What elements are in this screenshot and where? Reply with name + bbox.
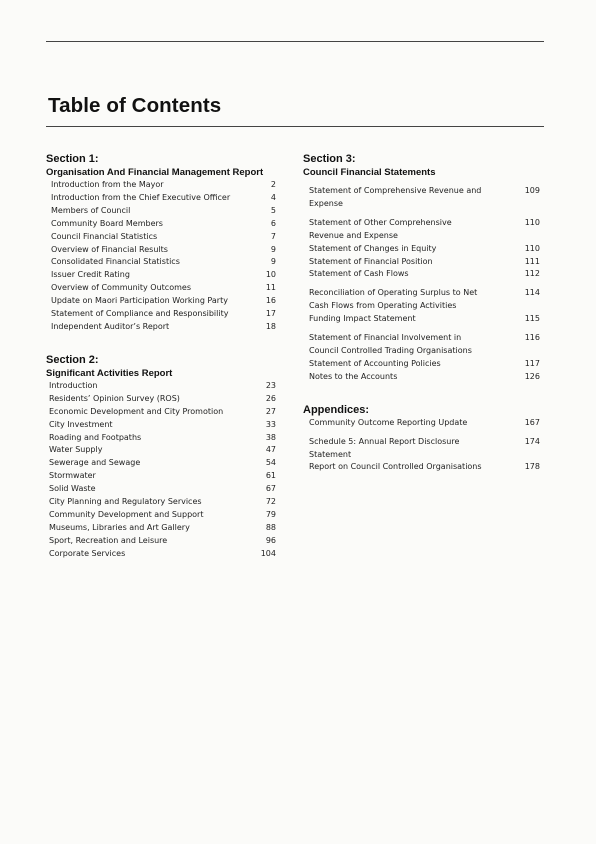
toc-entry[interactable] [46, 179, 276, 192]
section-1-subheading: Organisation And Financial Management Report [46, 167, 264, 178]
appendices-list [303, 417, 540, 475]
toc-entry-page: 116 [524, 333, 540, 343]
toc-entry-title: Reconciliation of Operating Surplus to Net Cash Flows from Operating Activities [309, 288, 478, 311]
toc-entry-title: Corporate Services [49, 548, 126, 558]
toc-entry[interactable] [303, 358, 540, 371]
title-underline [46, 126, 544, 127]
toc-entry[interactable] [303, 461, 540, 474]
toc-entry[interactable] [303, 268, 540, 281]
toc-entry[interactable] [303, 179, 540, 211]
toc-entry-title: Community Development and Support [49, 509, 204, 519]
toc-entry-title: Statement of Financial Involvement in Council Controlled Trading Organisations [309, 333, 472, 355]
section-3-subheading: Council Financial Statements [303, 167, 436, 178]
toc-entry[interactable] [46, 269, 276, 282]
toc-entry-page: 38 [265, 432, 276, 442]
toc-entry-title: Statement of Financial Position [309, 256, 433, 266]
toc-entry[interactable] [303, 371, 540, 384]
toc-entry-page: 72 [265, 497, 276, 507]
section-1-heading: Section 1: [46, 153, 99, 165]
toc-entry-page: 126 [524, 371, 540, 381]
toc-entry-title: Stormwater [49, 471, 96, 481]
left-column [46, 153, 276, 571]
toc-entry[interactable] [46, 218, 276, 231]
toc-entry-title: Funding Impact Statement [309, 314, 416, 324]
toc-entry-title: Statement of Changes in Equity [309, 243, 437, 253]
toc-entry[interactable] [46, 321, 276, 334]
toc-entry[interactable] [46, 419, 276, 432]
toc-entry-page: 112 [524, 269, 540, 279]
toc-entry-title: Sewerage and Sewage [49, 458, 141, 468]
toc-entry[interactable] [46, 192, 276, 205]
toc-entry[interactable] [46, 308, 276, 321]
section-2-list [46, 380, 276, 561]
toc-entry-page: 111 [524, 256, 540, 266]
toc-entry-title: Statement of Comprehensive Revenue and Expense [309, 186, 482, 208]
toc-entry-title: Community Board Members [51, 218, 163, 228]
toc-entry-page: 174 [524, 436, 540, 446]
toc-entry[interactable] [303, 281, 540, 313]
toc-entry-page: 54 [265, 458, 276, 468]
toc-entry-title: Solid Waste [49, 484, 96, 494]
toc-entry[interactable] [303, 313, 540, 326]
toc-entry-page: 7 [270, 231, 276, 241]
appendices [303, 404, 540, 475]
toc-entry-page: 16 [265, 296, 276, 306]
toc-entry-title: Statement of Compliance and Responsibility [51, 309, 229, 319]
toc-entry-page: 61 [265, 471, 276, 481]
toc-entry[interactable] [46, 256, 276, 269]
toc-entry[interactable] [46, 393, 276, 406]
toc-entry-page: 27 [265, 406, 276, 416]
section-1-list [46, 179, 276, 334]
toc-entry[interactable] [303, 326, 540, 358]
toc-entry[interactable] [46, 231, 276, 244]
toc-entry-title: Independent Auditor’s Report [51, 321, 170, 331]
toc-entry-title: Water Supply [49, 445, 103, 455]
toc-entry[interactable] [46, 509, 276, 522]
toc-entry-title: Community Outcome Reporting Update [309, 417, 468, 427]
toc-entry-title: Consolidated Financial Statistics [51, 257, 180, 267]
toc-entry[interactable] [46, 444, 276, 457]
toc-entry-page: 6 [270, 218, 276, 228]
toc-entry[interactable] [46, 295, 276, 308]
toc-entry-page: 9 [270, 257, 276, 267]
toc-entry[interactable] [303, 430, 540, 462]
toc-entry[interactable] [46, 244, 276, 257]
toc-entry-page: 23 [265, 380, 276, 390]
toc-entry-title: Report on Council Controlled Organisations [309, 462, 482, 472]
toc-entry[interactable] [303, 256, 540, 269]
toc-entry-title: Notes to the Accounts [309, 371, 398, 381]
toc-entry-page: 178 [524, 462, 540, 472]
right-column [303, 153, 540, 484]
toc-entry-title: Museums, Libraries and Art Gallery [49, 522, 190, 532]
toc-entry[interactable] [46, 522, 276, 535]
toc-entry-page: 110 [524, 243, 540, 253]
toc-entry-page: 110 [524, 217, 540, 227]
toc-entry-title: Introduction [49, 380, 98, 390]
toc-entry-page: 67 [265, 484, 276, 494]
section-3-list [303, 179, 540, 384]
toc-entry-title: Economic Development and City Promotion [49, 406, 224, 416]
section-2-subheading: Significant Activities Report [46, 367, 173, 379]
toc-entry[interactable] [303, 211, 540, 243]
page-title: Table of Contents [48, 94, 222, 117]
toc-entry-page: 114 [524, 288, 540, 298]
toc-entry-page: 117 [524, 358, 540, 368]
toc-entry-page: 33 [265, 419, 276, 429]
section-3 [303, 153, 540, 384]
toc-entry-title: Overview of Financial Results [51, 244, 168, 254]
toc-entry-title: Statement of Accounting Policies [309, 358, 441, 368]
toc-entry[interactable] [46, 282, 276, 295]
toc-entry-title: Update on Maori Participation Working Party [51, 296, 228, 306]
toc-entry-page: 26 [265, 393, 276, 403]
section-2-heading: Section 2: [46, 353, 99, 366]
toc-entry-page: 115 [524, 314, 540, 324]
toc-entry-title: Schedule 5: Annual Report Disclosure Statement [309, 436, 460, 459]
toc-entry-page: 104 [260, 548, 276, 558]
toc-entry-page: 17 [265, 309, 276, 319]
toc-entry-title: Residents’ Opinion Survey (ROS) [49, 393, 180, 403]
toc-entry-page: 10 [265, 270, 276, 280]
toc-entry[interactable] [303, 417, 540, 430]
toc-entry[interactable] [46, 548, 276, 561]
toc-entry-title: Issuer Credit Rating [51, 270, 130, 280]
toc-entry-title: Members of Council [51, 205, 131, 215]
toc-entry-title: Introduction from the Mayor [51, 180, 164, 189]
toc-entry-page: 9 [270, 244, 276, 254]
toc-entry-page: 79 [265, 509, 276, 519]
toc-entry-page: 88 [265, 522, 276, 532]
toc-entry[interactable] [303, 243, 540, 256]
toc-entry-page: 5 [270, 205, 276, 215]
toc-entry-page: 4 [270, 192, 276, 202]
toc-entry-page: 18 [265, 321, 276, 331]
toc-entry-title: City Investment [49, 419, 113, 429]
section-3-heading: Section 3: [303, 153, 356, 165]
toc-entry-title: Statement of Other Comprehensive Revenue and Expense [309, 217, 452, 240]
toc-entry-page: 167 [524, 417, 540, 427]
toc-entry-page: 47 [265, 445, 276, 455]
toc-entry[interactable] [46, 432, 276, 445]
toc-entry-title: Statement of Cash Flows [309, 269, 409, 279]
toc-entry[interactable] [46, 205, 276, 218]
top-rule [46, 41, 544, 42]
section-2 [46, 354, 276, 561]
section-1 [46, 153, 276, 334]
toc-entry[interactable] [46, 470, 276, 483]
toc-entry[interactable] [46, 457, 276, 470]
toc-entry-page: 96 [265, 535, 276, 545]
toc-entry[interactable] [46, 496, 276, 509]
toc-entry-title: Council Financial Statistics [51, 231, 158, 241]
toc-entry-title: Roading and Footpaths [49, 432, 142, 442]
appendices-heading: Appendices: [303, 403, 370, 416]
toc-entry-title: Introduction from the Chief Executive Officer [51, 192, 231, 202]
toc-entry[interactable] [46, 535, 276, 548]
toc-entry-title: Sport, Recreation and Leisure [49, 535, 168, 545]
toc-entry-title: City Planning and Regulatory Services [49, 497, 202, 507]
toc-entry-page: 2 [270, 180, 276, 189]
toc-entry-title: Overview of Community Outcomes [51, 283, 191, 293]
toc-entry[interactable] [46, 483, 276, 496]
toc-entry[interactable] [46, 406, 276, 419]
toc-entry-page: 11 [265, 283, 276, 293]
toc-entry-page: 109 [524, 186, 540, 195]
toc-entry[interactable] [46, 380, 276, 393]
